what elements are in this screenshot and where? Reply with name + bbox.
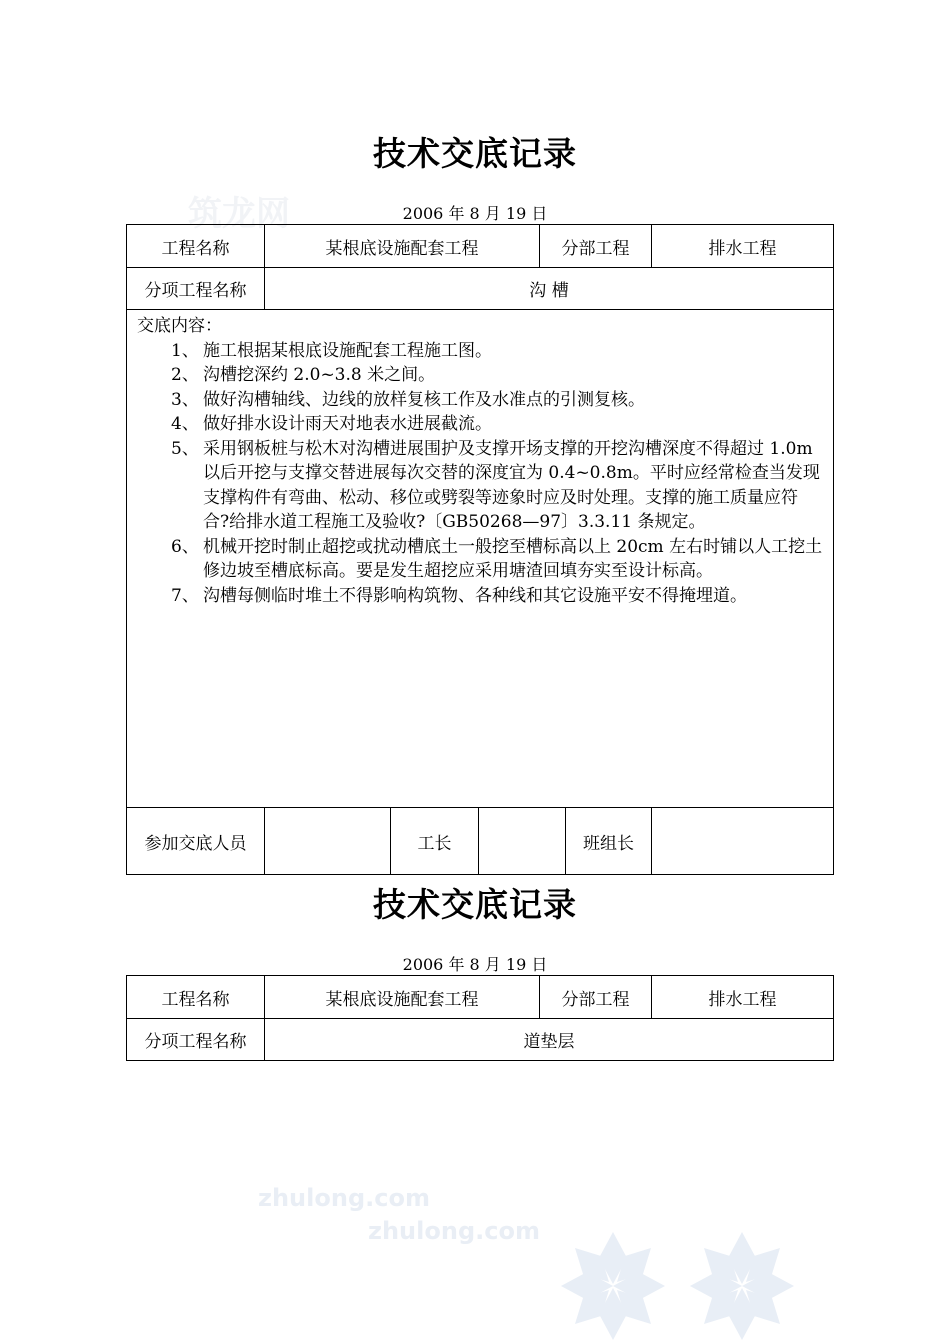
- list-item: 2、 沟槽挖深约 2.0~3.8 米之间。: [171, 365, 436, 385]
- project-name-value: 某根底设施配套工程: [265, 225, 540, 268]
- record-table-2: [126, 975, 834, 1061]
- list-item: 5、 采用钢板桩与松木对沟槽进展围护及支撑开场支撑的开挖沟槽深度不得超过 1.0m 以后开挖与支撑交替进展每次交替的深度宜为 0.4~0.8m。平时应经常检查当发现支撑构件有弯曲、松动、移位或劈裂等迹象时应及时处理。支撑的施工质量应符合?给排水道工程施工及验收?〔GB50268—97〕3.3.11 条规定。: [171, 438, 820, 532]
- watermark-snowflake-icon: [682, 1228, 802, 1344]
- list-item: 6、 机械开挖时制止超挖或扰动槽底土一般挖至槽标高以上 20cm 左右时铺以人工挖土修边坡至槽底标高。要是发生超挖应采用塘渣回填夯实至设计标高。: [171, 536, 823, 581]
- subitem-label: 分项工程名称: [127, 268, 265, 310]
- disclosure-content: [127, 310, 834, 808]
- list-item: 7、 沟槽每侧临时堆土不得影响构筑物、各种线和其它设施平安不得掩埋道。: [171, 585, 747, 606]
- division-value: 排水工程: [652, 225, 834, 268]
- subitem-value: 沟 槽: [265, 268, 834, 310]
- project-name-value: 某根底设施配套工程: [265, 976, 540, 1019]
- content-heading: 交底内容：: [137, 316, 222, 336]
- team-leader-value: [652, 808, 834, 875]
- participants-value: [265, 808, 391, 875]
- watermark-text: zhulong.com: [368, 1217, 540, 1245]
- division-label: 分部工程: [540, 976, 652, 1019]
- record-table: [126, 224, 834, 875]
- foreman-label: 工长: [391, 808, 479, 875]
- team-leader-label: 班组长: [566, 808, 652, 875]
- page-title-2: 技术交底记录: [373, 885, 577, 924]
- list-item: 4、 做好排水设计雨天对地表水进展截流。: [171, 414, 492, 434]
- project-name-label: 工程名称: [127, 225, 265, 268]
- watermark-snowflake-icon: [553, 1228, 673, 1344]
- list-item: 1、 施工根据某根底设施配套工程施工图。: [171, 340, 492, 361]
- division-label: 分部工程: [540, 225, 652, 268]
- record-date: 2006 年 8 月 19 日: [402, 204, 548, 223]
- division-value: 排水工程: [652, 976, 834, 1019]
- foreman-value: [479, 808, 566, 875]
- watermark-logo-text: 筑龙网: [188, 194, 290, 234]
- list-item: 3、 做好沟槽轴线、边线的放样复核工作及水准点的引测复核。: [171, 389, 645, 410]
- project-name-label: 工程名称: [127, 976, 265, 1019]
- participants-label: 参加交底人员: [127, 808, 265, 875]
- page-title: 技术交底记录: [373, 134, 577, 173]
- subitem-label: 分项工程名称: [127, 1019, 265, 1061]
- subitem-value: 道垫层: [265, 1019, 834, 1061]
- record-date-2: 2006 年 8 月 19 日: [402, 955, 548, 974]
- watermark-text: zhulong.com: [258, 1184, 430, 1212]
